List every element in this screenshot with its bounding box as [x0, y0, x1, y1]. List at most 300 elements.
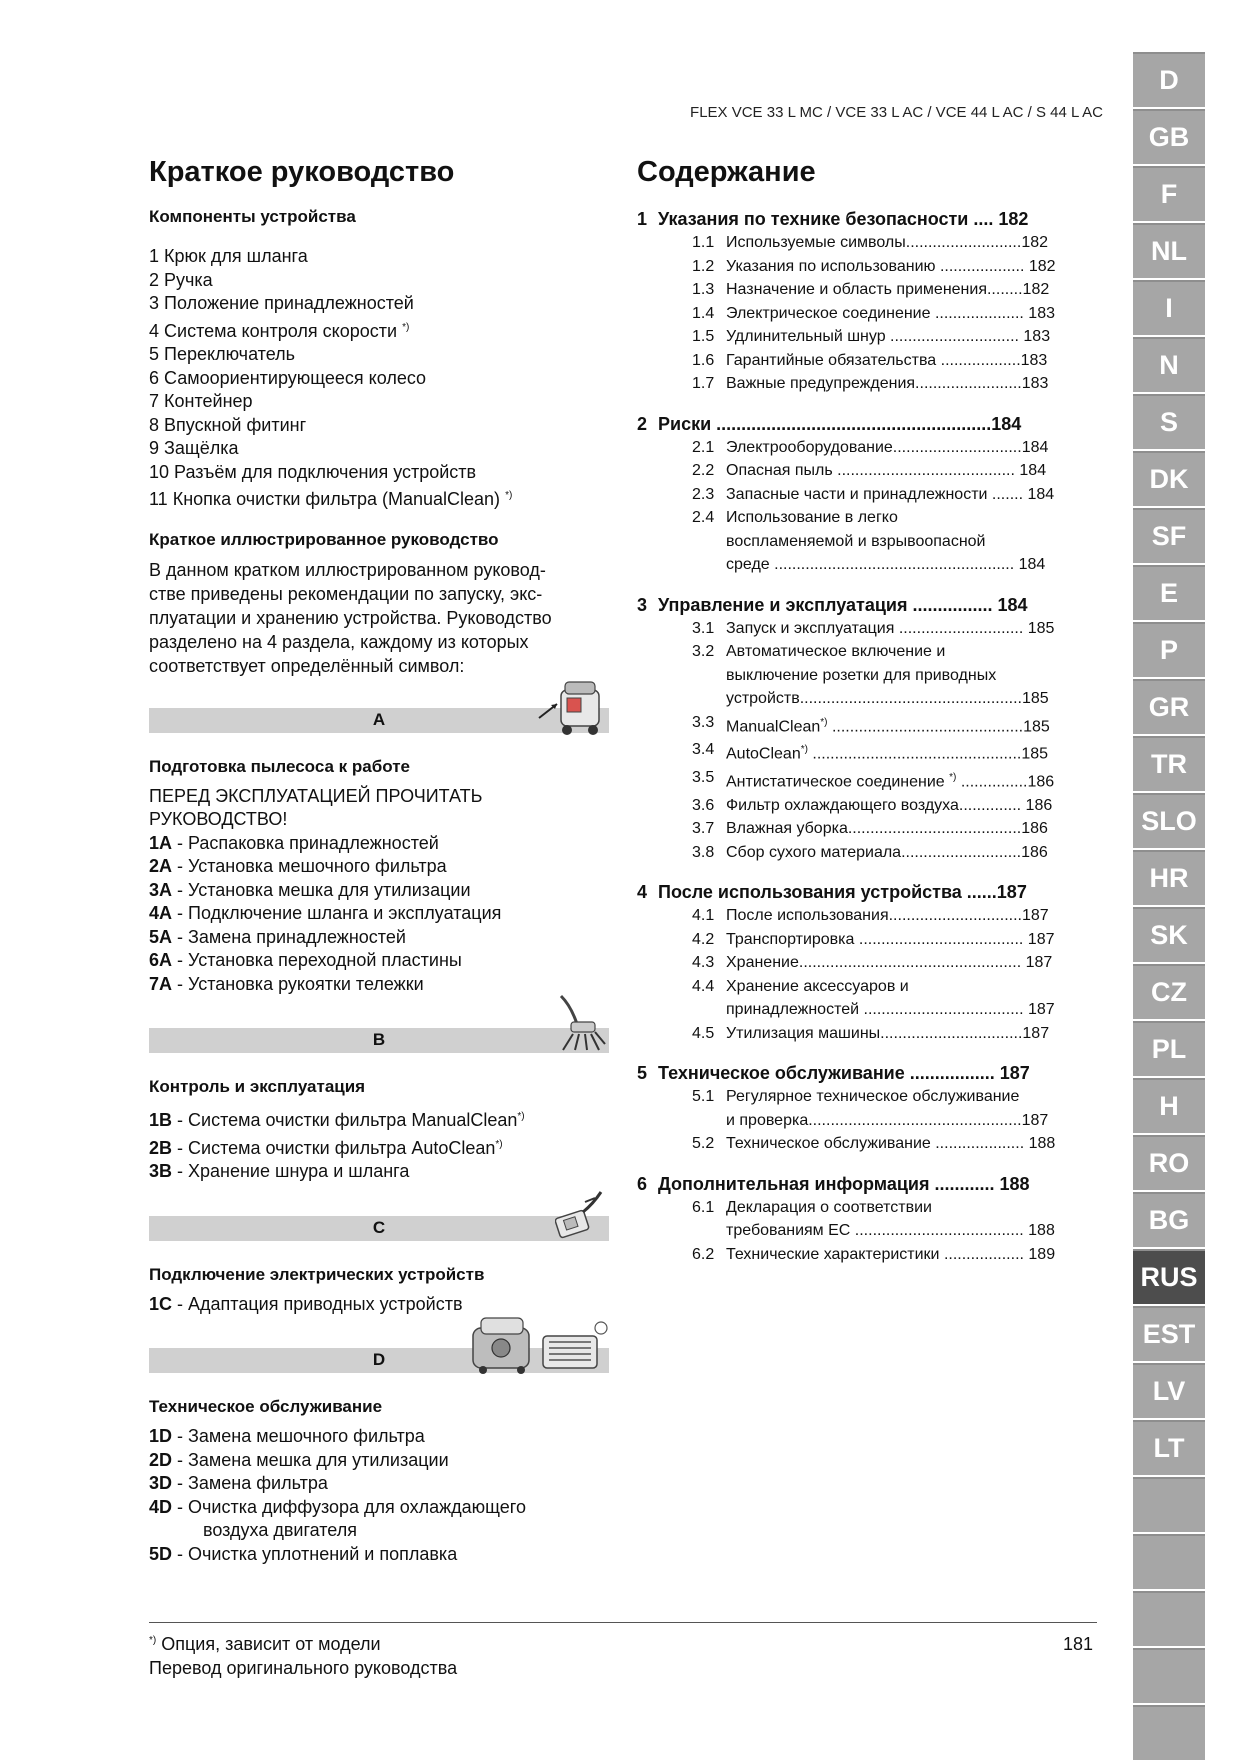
language-tabs [1133, 52, 1205, 1762]
intro-line: разделено на 4 раздела, каждому из которых [149, 631, 529, 652]
toc-subsection[interactable] [692, 928, 1097, 952]
toc-section-number: 2 [637, 413, 648, 434]
page-number: 181 [1063, 1634, 1094, 1654]
footnote-mark: *) [149, 1635, 157, 1646]
component-footnote-mark: *) [402, 321, 410, 333]
toc-section-title: После использования устройства ......187 [658, 882, 1027, 903]
step-footnote-mark: *) [517, 1111, 525, 1122]
filter-maintenance-icon [471, 1314, 611, 1376]
language-tab-hr[interactable]: HR [1133, 850, 1205, 905]
language-tab-p[interactable]: P [1133, 622, 1205, 677]
toc-subsection-number: 2.1 [692, 438, 715, 456]
toc-subsection-title [726, 436, 1097, 460]
toc-subsection-title [726, 794, 1097, 818]
toc-subsection-number: 6.1 [692, 1198, 715, 1216]
step-item [149, 832, 609, 856]
toc-subsection-title [726, 738, 1097, 766]
toc-subsection-title [726, 278, 1097, 302]
component-label: Кнопка очистки фильтра (ManualClean) [172, 489, 506, 509]
toc-subsection-page: ...........................186 [901, 843, 1048, 861]
toc-subsection-text: Автоматическое включение и [726, 643, 946, 660]
toc-subsection[interactable] [692, 1243, 1097, 1267]
component-number: 1 [149, 246, 160, 266]
language-tab-s[interactable]: S [1133, 394, 1205, 449]
toc-subsection[interactable] [692, 951, 1097, 975]
step-item [149, 926, 609, 950]
step-code: 4A [149, 903, 173, 923]
step-text: - Хранение шнура и шланга [172, 1161, 410, 1181]
toc-subsection-text: Утилизация машины................................187 [726, 1024, 1050, 1042]
section-d-steps [149, 1425, 609, 1566]
component-label: Разъём для подключения устройств [174, 461, 477, 482]
step-text: - Установка рукоятки тележки [172, 973, 424, 994]
language-tab-lv[interactable]: LV [1133, 1363, 1205, 1418]
section-a-notice-2: РУКОВОДСТВО! [149, 809, 288, 829]
toc-subsection[interactable] [692, 841, 1097, 865]
toc-continuation: среде ...................................................... 184 [726, 556, 1046, 573]
section-b-letter: B [372, 1030, 386, 1049]
step-code: 2D [149, 1449, 173, 1470]
step-code: 2B [149, 1137, 173, 1158]
toc-subsection-text: Декларация о соответствии [726, 1198, 932, 1216]
toc-subsection-number: 1.1 [692, 234, 715, 251]
section-b-band [149, 1028, 609, 1053]
toc-subsection-title [726, 817, 1097, 841]
toc-subsection-text: Фильтр охлаждающего воздуха [726, 796, 959, 814]
toc-subsection-text: Электрическое соединение .................... 183 [726, 304, 1055, 322]
toc-subsection-page: ...............................................185 [807, 745, 1049, 763]
toc-subsection-title [726, 372, 1097, 396]
component-label: Контейнер [164, 391, 253, 411]
toc-section[interactable] [637, 412, 1097, 436]
section-a-steps [149, 832, 609, 997]
toc-section-title: Риски .......................................................184 [658, 413, 1022, 434]
toc-subsection-title [726, 975, 1097, 999]
language-tab-tr[interactable]: TR [1133, 736, 1205, 791]
toc-subsection[interactable] [692, 255, 1097, 279]
step-code: 1D [149, 1426, 173, 1446]
step-code: 1B [149, 1110, 173, 1130]
toc-footnote-mark: *) [800, 744, 808, 756]
language-tab-f[interactable]: F [1133, 166, 1205, 221]
toc-footnote-mark: *) [820, 716, 828, 728]
toc-subsection-number: 6.2 [692, 1245, 715, 1263]
step-code: 6A [149, 950, 173, 970]
component-item [149, 245, 609, 269]
component-label: Защёлка [164, 438, 239, 458]
step-code: 1A [149, 832, 173, 853]
component-number: 7 [149, 391, 160, 411]
step-code: 2A [149, 856, 173, 876]
toc-subsection[interactable] [692, 640, 1097, 664]
section-b-steps [149, 1105, 609, 1184]
component-number: 10 [149, 461, 170, 482]
toc-subsection-text: После использования..............................187 [726, 907, 1049, 925]
toc-subsection-text: Удлинительный шнур ............................. 183 [726, 328, 1051, 345]
section-a-heading: Подготовка пылесоса к работе [149, 756, 410, 776]
section-a-notice-1: ПЕРЕД ЭКСПЛУАТАЦИЕЙ ПРОЧИТАТЬ [149, 785, 483, 806]
language-tab-cz[interactable]: CZ [1133, 964, 1205, 1019]
toc-subsection-number: 3.5 [692, 769, 715, 787]
language-tab-ro[interactable]: RO [1133, 1135, 1205, 1190]
toc-section-title: Дополнительная информация ............ 188 [658, 1173, 1030, 1194]
step-text: - Очистка диффузора для охлаждающего [172, 1496, 526, 1517]
step-text: - Подключение шланга и эксплуатация [172, 903, 502, 923]
toc-subsection-text: Сбор сухого материала [726, 843, 902, 861]
toc-section-number: 4 [637, 882, 648, 903]
step-item [149, 1543, 609, 1567]
component-number: 11 [149, 489, 168, 509]
toc-subsection[interactable] [692, 1196, 1097, 1220]
language-tab-h[interactable]: H [1133, 1078, 1205, 1133]
step-code: 1C [149, 1293, 173, 1314]
language-tab-empty [1133, 1477, 1205, 1532]
toc-subsection-text: Указания по использованию ................... 182 [726, 257, 1056, 275]
toc-subsection-text: Важные предупреждения........................183 [726, 375, 1049, 392]
toc-section[interactable] [637, 593, 1097, 617]
footnote [149, 1634, 381, 1655]
illustrated-heading: Краткое иллюстрированное руководство [149, 529, 499, 549]
toc-subsection-text: AutoClean [726, 745, 801, 763]
step-code: 4D [149, 1496, 173, 1517]
step-text: - Адаптация приводных устройств [172, 1293, 463, 1314]
step-item [149, 855, 609, 879]
component-number: 9 [149, 438, 160, 458]
header-product: FLEX VCE 33 L MC / VCE 33 L AC / VCE 44 L AC / S 44 L AC [690, 104, 1103, 121]
language-tab-gr[interactable]: GR [1133, 679, 1205, 734]
component-label: Положение принадлежностей [164, 293, 414, 313]
language-tab-slo[interactable]: SLO [1133, 793, 1205, 848]
section-c-letter: C [372, 1217, 386, 1237]
step-text: - Очистка уплотнений и поплавка [172, 1543, 458, 1564]
step-item [149, 1496, 609, 1520]
component-number: 2 [149, 269, 160, 290]
toc-subsection-text: Использование в легко [726, 509, 898, 526]
toc-subsection-text: Гарантийные обязательства ..................183 [726, 351, 1048, 369]
language-tab-gb[interactable]: GB [1133, 109, 1205, 164]
toc-subsection-title [726, 766, 1097, 794]
language-tab-empty [1133, 1648, 1205, 1703]
component-number: 5 [149, 344, 160, 364]
toc-subsection-text: Запуск и эксплуатация ............................ 185 [726, 619, 1055, 637]
toc-section-number: 6 [637, 1173, 648, 1194]
toc-section-title: Техническое обслуживание ................. 187 [658, 1063, 1030, 1084]
component-label: Ручка [164, 269, 213, 290]
toc-subsection-title [726, 1085, 1097, 1109]
toc-subsection[interactable] [692, 1085, 1097, 1109]
language-tab-nl[interactable]: NL [1133, 223, 1205, 278]
step-item [149, 949, 609, 973]
toc-subsection[interactable] [692, 278, 1097, 302]
toc-subsection-text: Используемые символы..........................182 [726, 234, 1049, 251]
toc-subsection-text: ManualClean [726, 717, 821, 735]
toc-subsection-page: .......................................186 [847, 820, 1048, 838]
language-tab-n[interactable]: N [1133, 337, 1205, 392]
toc-subsection-title [726, 1196, 1097, 1220]
toc-subsection-title [726, 841, 1097, 865]
toc-subsection-title [726, 349, 1097, 373]
component-label: Впускной фитинг [164, 414, 307, 435]
toc-subsection-title [726, 459, 1097, 483]
toc-subsection-title [726, 640, 1097, 664]
toc-subsection[interactable] [692, 302, 1097, 326]
step-item [149, 1472, 609, 1496]
section-a-band [149, 708, 609, 733]
quick-guide-title: Краткое руководство [149, 156, 455, 188]
intro-line: стве приведены рекомендации по запуску, экс- [149, 583, 543, 604]
component-item [149, 316, 609, 344]
toc-section[interactable] [637, 207, 1097, 231]
toc-subsection-number: 3.3 [692, 713, 715, 731]
toc-footnote-mark: *) [949, 772, 957, 784]
step-text: - Установка мешка для утилизации [172, 879, 471, 900]
toc-continuation: выключение розетки для приводных [726, 666, 997, 684]
step-continuation: воздуха двигателя [203, 1520, 357, 1540]
step-item [149, 879, 609, 903]
toc-section[interactable] [637, 1172, 1097, 1196]
step-code: 3D [149, 1473, 173, 1493]
component-item [149, 343, 609, 367]
toc-continuation: устройств..................................................185 [726, 690, 1049, 707]
footnote-text: Опция, зависит от модели [156, 1634, 381, 1654]
toc-section-number: 5 [637, 1063, 648, 1084]
toc-subsection[interactable] [692, 794, 1097, 818]
toc-subsection-number: 3.7 [692, 820, 715, 838]
toc-subsection-number: 2.2 [692, 462, 715, 479]
toc-subsection[interactable] [692, 231, 1097, 255]
step-text: - Замена фильтра [172, 1473, 328, 1493]
component-item [149, 292, 609, 316]
step-code: 3A [149, 879, 173, 900]
toc-subsection-title [726, 255, 1097, 279]
component-item [149, 367, 609, 391]
step-code: 5A [149, 926, 173, 947]
component-item [149, 461, 609, 485]
toc-subsection[interactable] [692, 904, 1097, 928]
step-text: - Установка переходной пластины [172, 950, 462, 970]
intro-line: В данном кратком иллюстрированном руковод- [149, 559, 546, 580]
toc-subsection[interactable] [692, 506, 1097, 530]
toc-subsection[interactable] [692, 617, 1097, 641]
step-item [149, 1425, 609, 1449]
toc-subsection-title [726, 1243, 1097, 1267]
toc-subsection-number: 1.7 [692, 375, 715, 392]
toc-subsection-title [726, 325, 1097, 349]
component-number: 4 [149, 320, 160, 341]
translation-note: Перевод оригинального руководства [149, 1658, 458, 1678]
step-code: 5D [149, 1543, 173, 1564]
step-text: - Система очистки фильтра AutoClean [172, 1137, 496, 1158]
toc-subsection[interactable] [692, 817, 1097, 841]
language-tab-e[interactable]: E [1133, 565, 1205, 620]
toc-section[interactable] [637, 1061, 1097, 1085]
toc-subsection-title [726, 951, 1097, 975]
language-tab-lt[interactable]: LT [1133, 1420, 1205, 1475]
toc-subsection-text: Хранение аксессуаров и [726, 977, 909, 995]
language-tab-i[interactable]: I [1133, 280, 1205, 335]
toc-subsection[interactable] [692, 975, 1097, 999]
step-item [149, 902, 609, 926]
toc-subsection-title [726, 928, 1097, 952]
toc-subsection[interactable] [692, 436, 1097, 460]
toc-subsection[interactable] [692, 711, 1097, 739]
power-socket-icon [555, 1190, 605, 1240]
component-label: Переключатель [164, 344, 296, 364]
toc-title: Содержание [637, 156, 816, 188]
toc-subsection-number: 3.4 [692, 741, 715, 759]
language-tab-empty [1133, 1705, 1205, 1760]
toc-section-number: 3 [637, 594, 648, 615]
toc-subsection-number: 1.4 [692, 304, 715, 322]
toc-subsection-text: Техническое обслуживание .................... 188 [726, 1135, 1056, 1153]
component-item [149, 390, 609, 414]
component-number: 8 [149, 414, 160, 435]
toc-subsection-text: Антистатическое соединение [726, 773, 950, 791]
components-heading: Компоненты устройства [149, 207, 356, 226]
toc-subsection-number: 1.3 [692, 281, 715, 298]
step-code: 7A [149, 973, 173, 994]
toc-subsection[interactable] [692, 1022, 1097, 1046]
language-tab-empty [1133, 1591, 1205, 1646]
intro-line: плуатации и хранению устройства. Руководство [149, 607, 552, 628]
toc-continuation: принадлежностей .................................... 187 [726, 1001, 1055, 1019]
toc-subsection-text: Опасная пыль ........................................ 184 [726, 462, 1047, 479]
toc-subsection-number: 2.4 [692, 509, 715, 526]
toc-continuation: требованиям ЕС ...................................... 188 [726, 1222, 1055, 1240]
toc-subsection-text: Электрооборудование.............................184 [726, 438, 1049, 456]
component-label: Крюк для шланга [164, 246, 308, 266]
illustrated-intro [149, 558, 609, 678]
toc-section-title: Управление и эксплуатация ................ 184 [658, 594, 1028, 615]
step-item [149, 1449, 609, 1473]
language-tab-d[interactable]: D [1133, 52, 1205, 107]
toc-subsection[interactable] [692, 325, 1097, 349]
component-label: Самоориентирующееся колесо [164, 367, 427, 388]
quick-guide-column [149, 156, 609, 1566]
toc-subsection-text: Хранение.................................................. 187 [726, 954, 1053, 972]
toc-subsection-text: Транспортировка ..................................... 187 [726, 930, 1055, 948]
toc-subsection[interactable] [692, 372, 1097, 396]
toc-subsection-number: 5.1 [692, 1088, 715, 1106]
toc-subsection[interactable] [692, 349, 1097, 373]
toc-subsection-number: 4.2 [692, 930, 715, 948]
intro-line: соответствует определённый символ: [149, 655, 465, 676]
table-of-contents [637, 156, 1097, 1266]
component-item [149, 437, 609, 461]
section-d-letter: D [372, 1350, 386, 1369]
toc-subsection-title [726, 483, 1097, 507]
toc-continuation: и проверка................................................187 [726, 1111, 1049, 1129]
toc-subsection-number: 1.6 [692, 351, 715, 369]
section-d-heading: Техническое обслуживание [149, 1397, 383, 1416]
toc-subsection[interactable] [692, 1132, 1097, 1156]
language-tab-dk[interactable]: DK [1133, 451, 1205, 506]
floor-nozzle-icon [557, 994, 607, 1052]
toc-subsection-number: 3.2 [692, 643, 715, 660]
component-item [149, 414, 609, 438]
component-footnote-mark: *) [505, 490, 513, 501]
toc-continuation: воспламеняемой и взрывоопасной [726, 532, 986, 550]
toc-subsection-text: Регулярное техническое обслуживание [726, 1088, 1020, 1106]
step-text: - Система очистки фильтра ManualClean [172, 1110, 518, 1130]
step-item [149, 1293, 609, 1317]
step-item [149, 973, 609, 997]
toc-subsection-title [726, 231, 1097, 255]
step-text: - Замена мешочного фильтра [172, 1426, 425, 1446]
toc-subsection[interactable] [692, 483, 1097, 507]
toc-subsection[interactable] [692, 738, 1097, 766]
toc-subsection-number: 2.3 [692, 485, 715, 503]
language-tab-empty [1133, 1534, 1205, 1589]
language-tab-rus[interactable]: RUS [1133, 1249, 1205, 1304]
toc-subsection-title [726, 506, 1097, 530]
step-text: - Замена мешка для утилизации [172, 1449, 449, 1470]
step-text: - Замена принадлежностей [172, 926, 406, 947]
language-tab-sk[interactable]: SK [1133, 907, 1205, 962]
toc-subsection-title [726, 711, 1097, 739]
toc-subsection-number: 4.3 [692, 954, 715, 972]
step-item [149, 1160, 609, 1184]
step-code: 3B [149, 1161, 173, 1181]
toc-subsection-text: Влажная уборка [726, 820, 848, 838]
toc-subsection-number: 4.1 [692, 907, 715, 925]
step-footnote-mark: *) [495, 1138, 503, 1150]
section-c-band [149, 1216, 609, 1241]
toc-subsection-title [726, 617, 1097, 641]
footer-divider [149, 1622, 1097, 1623]
component-item [149, 269, 609, 293]
toc-subsection-number: 4.4 [692, 977, 715, 995]
toc-subsection-title [726, 1132, 1097, 1156]
toc-subsection-number: 3.8 [692, 843, 715, 861]
toc-subsection-number: 3.6 [692, 796, 715, 814]
toc-subsection-title [726, 1022, 1097, 1046]
step-item [149, 1133, 609, 1161]
toc-subsection-text: Назначение и область применения........182 [726, 281, 1050, 298]
language-tab-pl[interactable]: PL [1133, 1021, 1205, 1076]
language-tab-bg[interactable]: BG [1133, 1192, 1205, 1247]
section-d-band [149, 1348, 609, 1373]
component-label: Система контроля скорости [164, 320, 403, 341]
component-item [149, 484, 609, 512]
language-tab-sf[interactable]: SF [1133, 508, 1205, 563]
toc-subsection-text: Запасные части и принадлежности ....... 184 [726, 485, 1055, 503]
toc-subsection-page: ...............186 [956, 773, 1055, 791]
components-list [149, 245, 609, 512]
vacuum-cleaner-icon [537, 676, 605, 738]
language-tab-est[interactable]: EST [1133, 1306, 1205, 1361]
toc-subsection-page: ...........................................185 [827, 717, 1050, 735]
toc-subsection-text: Технические характеристики .................. 189 [726, 1245, 1056, 1263]
toc-subsection-number: 4.5 [692, 1024, 715, 1042]
toc-section-number: 1 [637, 209, 648, 229]
toc-section-title: Указания по технике безопасности .... 182 [658, 209, 1029, 229]
step-text: - Установка мешочного фильтра [172, 856, 447, 876]
toc-section[interactable] [637, 880, 1097, 904]
section-a-letter: A [372, 709, 386, 729]
toc-subsection-title [726, 302, 1097, 326]
step-text: - Распаковка принадлежностей [172, 832, 439, 853]
toc-subsection-page: .............. 186 [958, 796, 1053, 814]
component-number: 6 [149, 367, 160, 388]
toc-subsection[interactable] [692, 459, 1097, 483]
toc-subsection-number: 1.2 [692, 257, 715, 275]
toc-subsection[interactable] [692, 766, 1097, 794]
component-number: 3 [149, 293, 160, 313]
section-c-steps [149, 1293, 609, 1317]
section-c-heading: Подключение электрических устройств [149, 1264, 485, 1284]
toc-subsection-title [726, 904, 1097, 928]
